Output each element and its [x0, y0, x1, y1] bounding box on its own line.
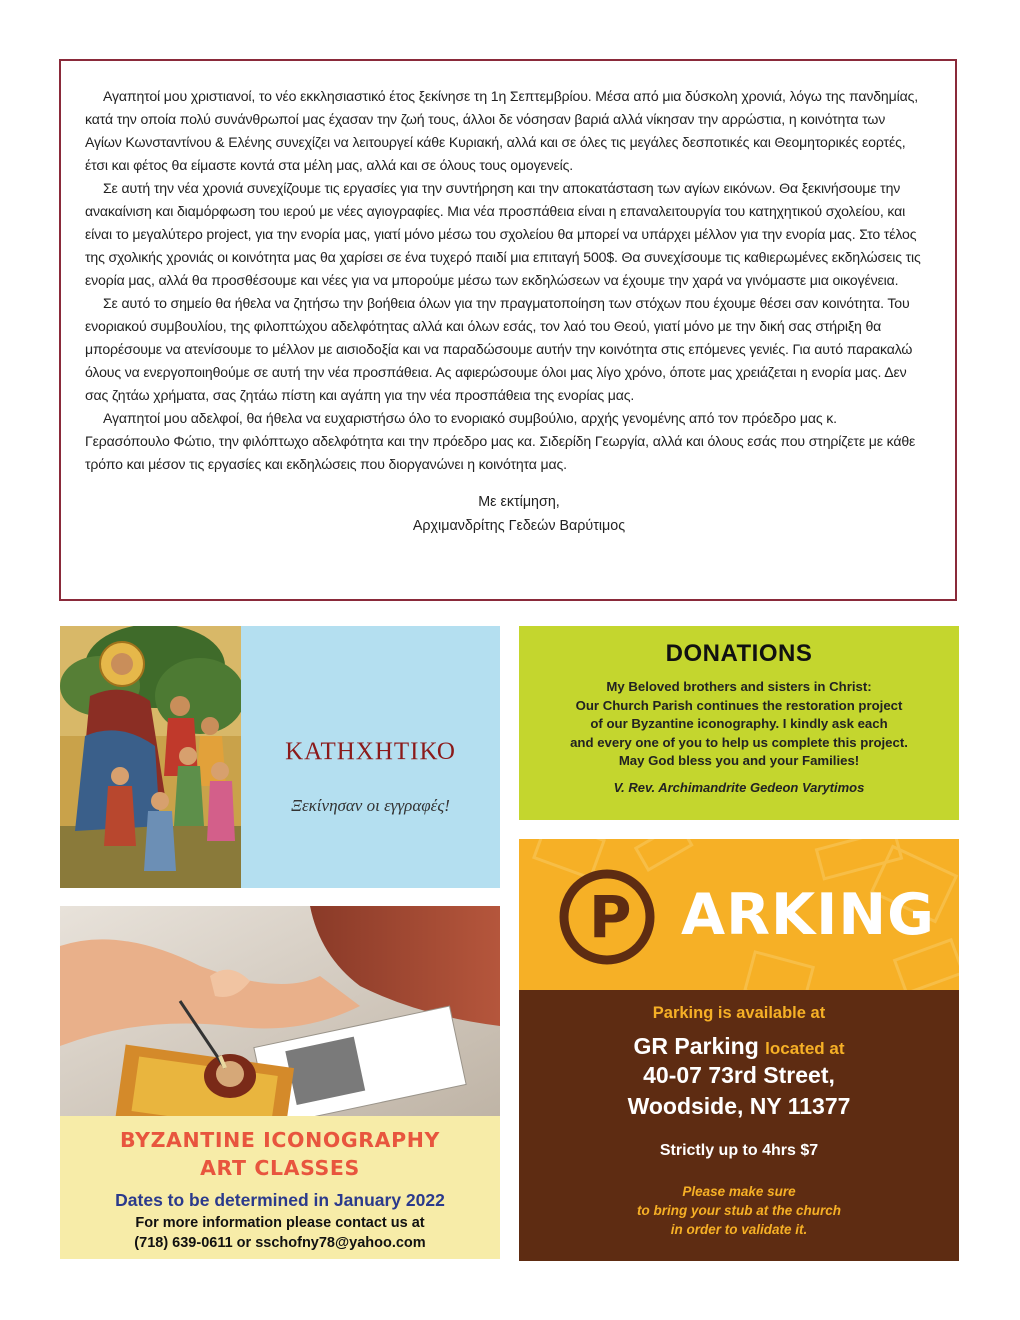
contact-line: For more information please contact us at	[135, 1215, 425, 1231]
donations-line: Our Church Parish continues the restoration project	[575, 697, 903, 713]
letter-signoff	[85, 490, 923, 538]
letter-paragraph: Αγαπητοί μου χριστιανοί, το νέο εκκλησιαστικό έτος ξεκίνησε τη 1η Σεπτεμβρίου. Μέσα από μια δύσκολη χρονιά, λόγω της πανδημίας, κατά την οποία πολύ συνάνθρωποί μας έχασαν την ζωή τους, άλλοι δε νόσησαν βαριά αλλά νίκησαν την αρρώστια, η κοινότητα των Αγίων Κωνσταντίνου & Ελένης συνεχίζει να λειτουργεί κάθε Κυριακή, αλλά και σε όλες τις μεγάλες δεσποτικές και Θεομητορικές εορτές, έτσι και φέτος θα είμαστε κοντά στα μέλη μας, αλλά και σε όλους τους ομογενείς.	[85, 88, 918, 173]
letter-closing: Με εκτίμηση,	[478, 494, 560, 510]
parking-address-line: Woodside, NY 11377	[627, 1093, 851, 1119]
catechism-title: ΚΑΤΗΧΗΤΙΚΟ	[285, 738, 456, 765]
contact-details: (718) 639-0611 or sschofny78@yahoo.com	[134, 1235, 426, 1251]
iconography-classes-panel	[60, 906, 500, 1259]
iconography-dates: Dates to be determined in January 2022	[115, 1190, 445, 1210]
painting-icon-photo	[60, 906, 500, 1116]
christ-with-children-icon	[60, 626, 241, 888]
parking-note	[519, 1182, 959, 1239]
parking-details	[519, 990, 959, 1261]
donations-message	[519, 678, 959, 771]
letter-paragraph: Σε αυτή την νέα χρονιά συνεχίζουμε τις εργασίες για την συντήρηση και την αποκατάσταση των αγίων εικόνων. Θα ξεκινήσουμε την ανακαίνιση και διαμόρφωση του ιερού με νέες αγιογραφίες. Μια νέα προσπάθεια είναι η επαναλειτουργία του κατηχητικού σχολείου, και είναι το μεγαλύτερο project, για την ενορία μας, γιατί μόνο μέσω του σχολείου θα μπορεί να υπάρχει μέλλον για την ενορία μας. Στο τέλος της σχολικής χρονιάς οι κοινότητα μας θα χαρίσει σε ένα τυχερό παιδί μια επιταγή 500$. Θα συνεχίσουμε τις καθιερωμένες εκδηλώσεις τις ενορία μας, αλλά θα προσθέσουμε και νέες για να μπορούμε μέσω των εκδηλώσεων να έχουμε την χαρά να γινόμαστε μια οικογένεια.	[85, 180, 921, 288]
letter-paragraph: Αγαπητοί μου αδελφοί, θα ήθελα να ευχαριστήσω όλο το ενοριακό συμβούλιο, αρχής γενομένης από τον πρόεδρο μας κ. Γερασόπουλο Φώτιο, την φιλόπτωχο αδελφότητα και την πρόεδρο μας κα. Σιδερίδη Γεωργία, αλλά και όλους εσάς που στηρίζετε με κάθε τρόπο και μέσον τις εργασίες και εκδηλώσεις που διοργανώνει η κοινότητα μας.	[85, 410, 916, 472]
catechism-school-panel	[60, 626, 500, 888]
parking-location-line	[519, 1033, 959, 1060]
catechism-subtitle: Ξεκίνησαν οι εγγραφές!	[291, 796, 450, 815]
parking-note-line: to bring your stub at the church	[636, 1203, 841, 1218]
iconography-title	[60, 1126, 500, 1182]
parking-logo-banner	[519, 839, 959, 990]
donations-line: of our Byzantine iconography. I kindly ask each	[590, 716, 888, 731]
pastoral-letter	[59, 59, 957, 601]
iconography-title-line: ART CLASSES	[200, 1156, 360, 1180]
letter-signature: Αρχιμανδρίτης Γεδεών Βαρύτιμος	[412, 518, 626, 534]
parking-p-letter: P	[589, 883, 632, 951]
iconography-title-line: BYZANTINE ICONOGRAPHY	[120, 1128, 440, 1152]
donations-panel	[519, 626, 959, 820]
iconography-contact	[60, 1213, 500, 1253]
parking-note-line: in order to validate it.	[670, 1222, 808, 1237]
parking-note-line: Please make sure	[682, 1184, 796, 1199]
parking-panel	[519, 839, 959, 1261]
parking-located-at: located at	[765, 1039, 845, 1058]
donations-signature: V. Rev. Archimandrite Gedeon Varytimos	[613, 779, 865, 795]
donations-line: My Beloved brothers and sisters in Christ:	[606, 679, 872, 694]
donations-title: DONATIONS	[665, 640, 813, 667]
parking-address	[519, 1060, 959, 1122]
parking-name: GR Parking	[633, 1033, 759, 1059]
parking-available: Parking is available at	[652, 1004, 826, 1022]
parking-address-line: 40-07 73rd Street,	[643, 1062, 835, 1088]
letter-paragraph: Σε αυτό το σημείο θα ήθελα να ζητήσω την βοήθεια όλων για την πραγματοποίηση των στόχων που έχουμε θέσει σαν κοινότητα. Του ενοριακού συμβουλίου, της φιλοπτώχου αδελφότητας αλλά και όλων εσάς, τον λαό του Θεού, γιατί μόνο με την δική σας στήριξη θα μπορέσουμε να ατενίσουμε το μέλλον με αισιοδοξία και να παραδώσουμε αυτήν την κοινότητα στις επόμενες γενιές. Για αυτό παρακαλώ όλους να ενεργοποιηθούμε σε αυτή την νέα προσπάθεια. Ας αφιερώσουμε όλοι μας λίγο χρόνο, όποτε μας χρειάζεται η ενορία μας. Δεν σας ζητάω χρήματα, σας ζητάω πίστη και αγάπη για την νέα προσπάθεια της ενορίας μας.	[85, 295, 913, 403]
parking-word: ARKING	[681, 882, 935, 948]
donations-line: and every one of you to help us complete this project.	[570, 734, 908, 750]
parking-price: Strictly up to 4hrs $7	[659, 1142, 819, 1159]
donations-line: May God bless you and your Families!	[618, 753, 860, 768]
